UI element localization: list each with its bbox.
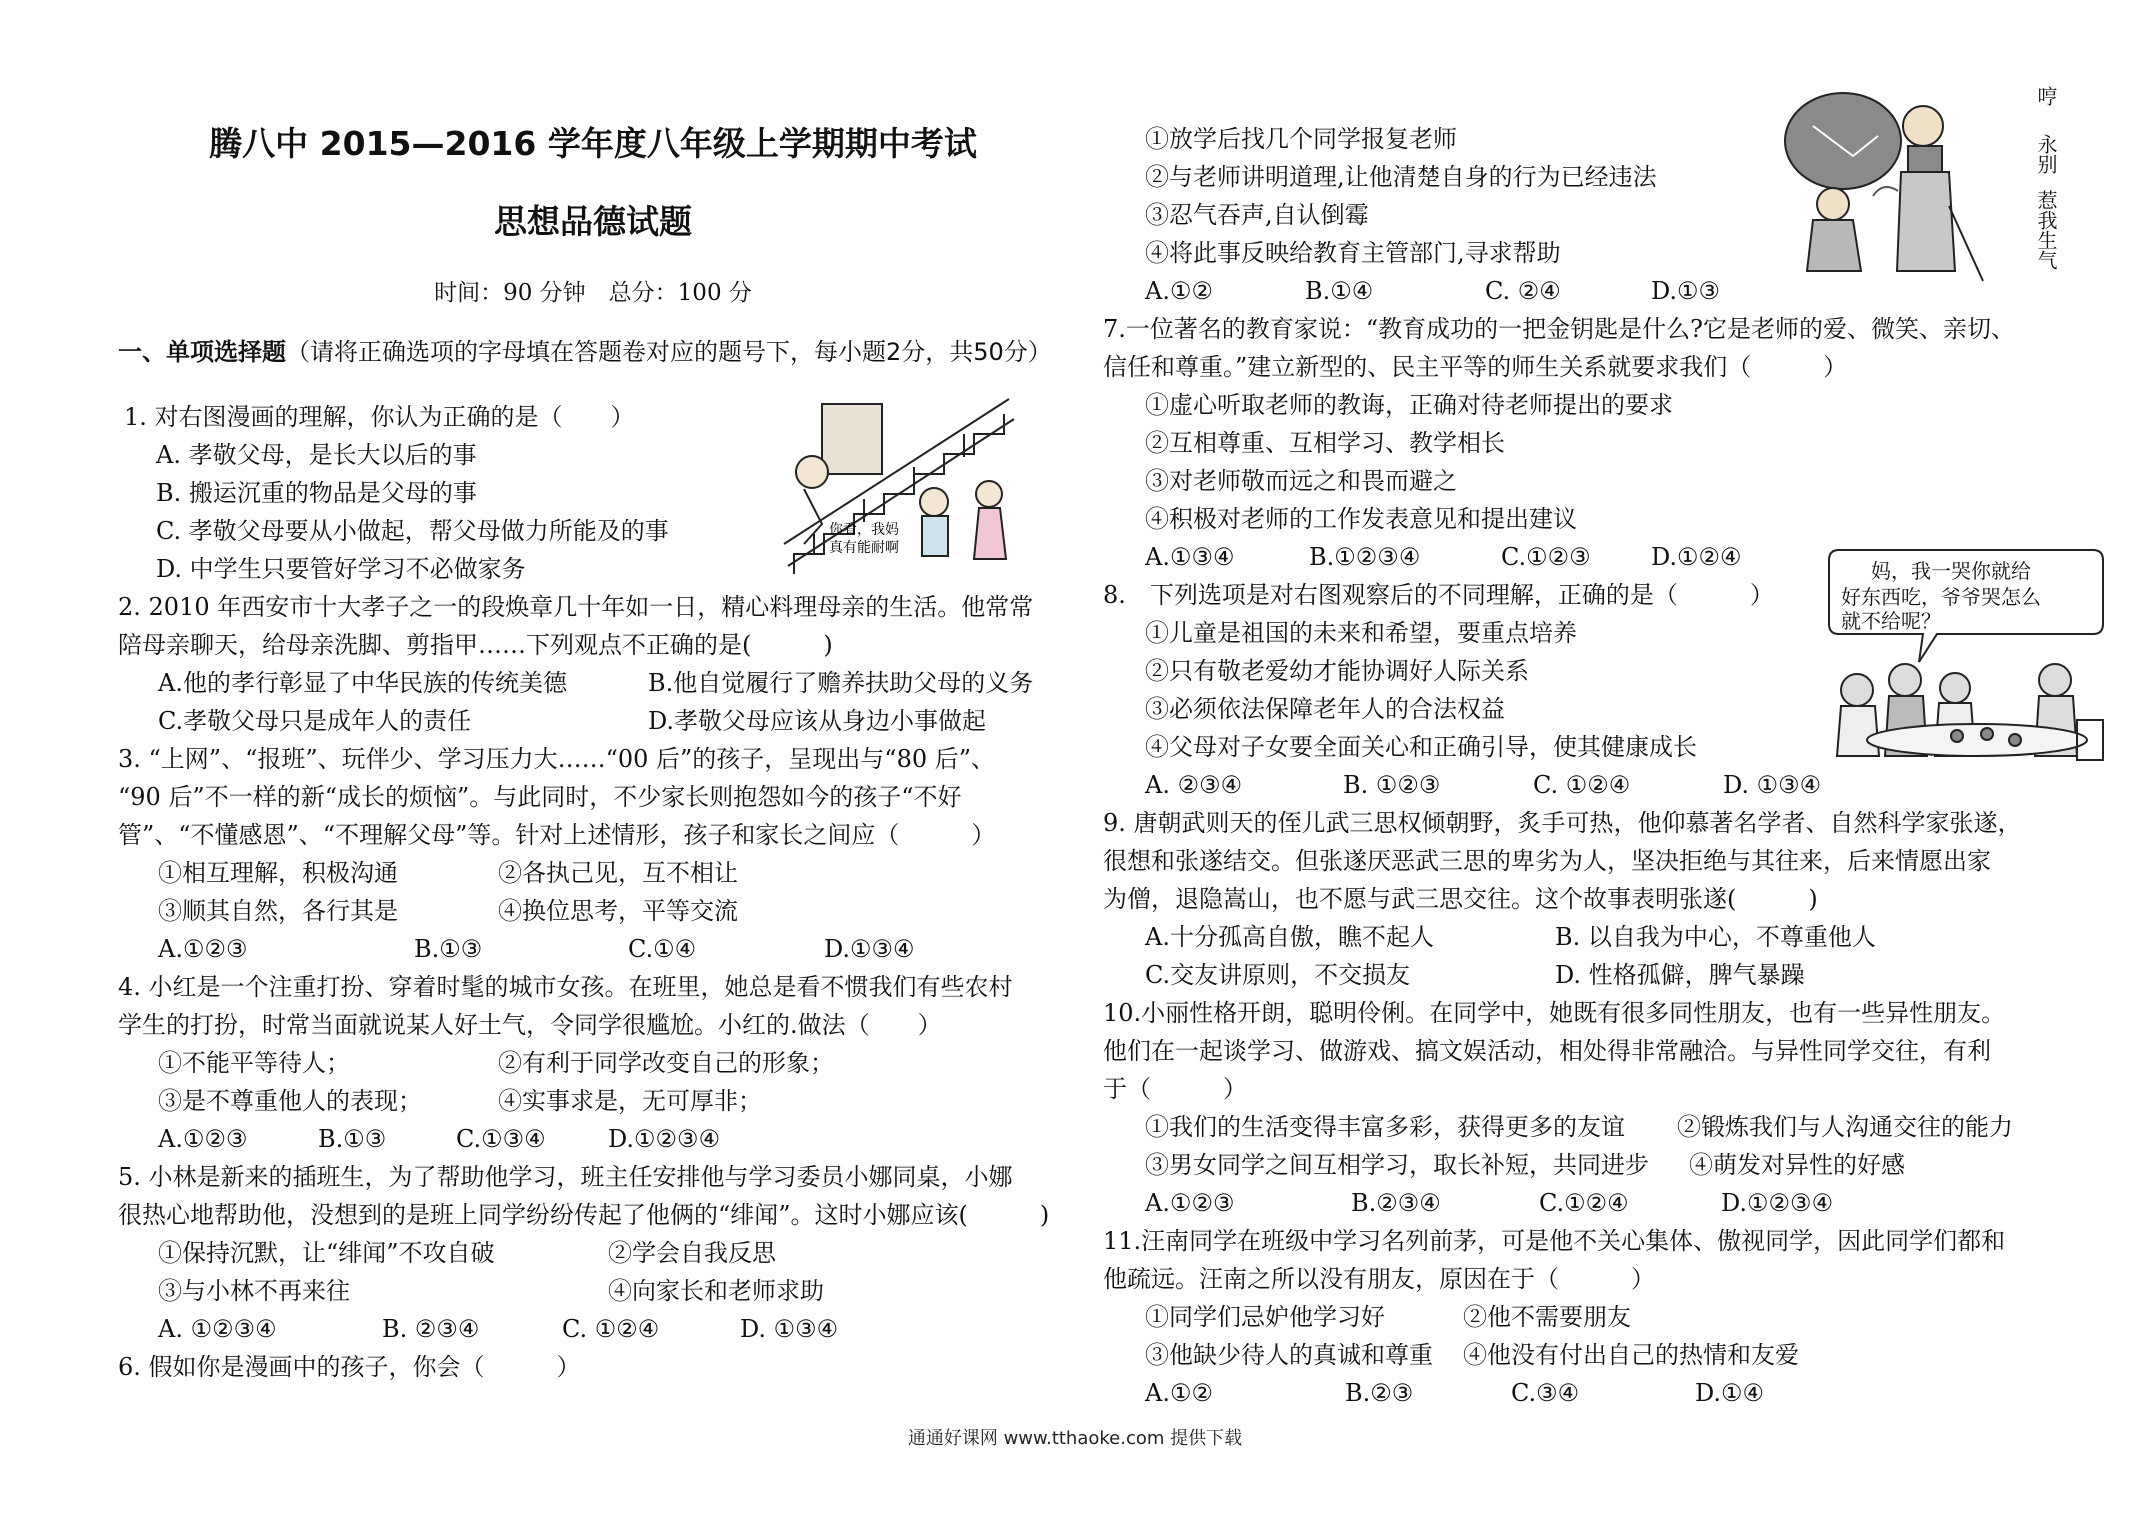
q7-statement-4: ④积极对老师的工作发表意见和提出建议 — [1145, 505, 1577, 533]
q10-statement-3: ③男女同学之间互相学习，取长补短，共同进步 — [1145, 1151, 1649, 1179]
q5-option-c: C. ①②④ — [562, 1315, 660, 1343]
q6-cartoon-text-3: 惹我生气 — [2034, 190, 2058, 270]
q5-stem-1: 5. 小林是新来的插班生，为了帮助他学习，班主任安排他与学习委员小娜同桌，小娜 — [118, 1163, 1013, 1191]
q6-option-d: D.①③ — [1651, 277, 1721, 305]
exam-subtitle: 思想品德试题 — [494, 202, 692, 241]
q8-bubble-line-3: 就不给呢？ — [1841, 609, 1941, 633]
q3-statement-3: ③顺其自然，各行其是 — [158, 897, 398, 925]
q8-option-c: C. ①②④ — [1533, 771, 1631, 799]
q11-option-a: A.①② — [1145, 1379, 1213, 1407]
q2-stem-1: 2. 2010 年西安市十大孝子之一的段焕章几十年如一日，精心料理母亲的生活。他常常 — [118, 593, 1034, 621]
time-info: 时间：90 分钟 总分：100 分 — [434, 280, 752, 306]
q10-option-a: A.①②③ — [1145, 1189, 1235, 1217]
q11-statement-4: ④他没有付出自己的热情和友爱 — [1463, 1341, 1799, 1369]
q4-option-a: A.①②③ — [158, 1125, 248, 1153]
q8-bubble-line-2: 好东西吃，爷爷哭怎么 — [1841, 585, 2041, 609]
q6-statement-1: ①放学后找几个同学报复老师 — [1145, 125, 1457, 153]
q5-stem-2: 很热心地帮助他，没想到的是班上同学纷纷传起了他俩的“绯闻”。这时小娜应该( ) — [118, 1201, 1050, 1229]
exam-title: 腾八中 2015—2016 学年度八年级上学期期中考试 — [209, 124, 977, 163]
q3-statement-1: ①相互理解，积极沟通 — [158, 859, 398, 887]
q11-option-d: D.①④ — [1695, 1379, 1765, 1407]
q4-statement-3: ③是不尊重他人的表现； — [158, 1087, 422, 1115]
q5-statement-1: ①保持沉默，让“绯闻”不攻自破 — [158, 1239, 495, 1267]
q7-statement-3: ③对老师敬而远之和畏而避之 — [1145, 467, 1457, 495]
q3-statement-2: ②各执己见，互不相让 — [498, 859, 738, 887]
q10-option-c: C.①②④ — [1539, 1189, 1629, 1217]
q11-statement-1: ①同学们忌妒他学习好 — [1145, 1303, 1385, 1331]
q10-stem-2: 他们在一起谈学习、做游戏、搞文娱活动，相处得非常融洽。与异性同学交往，有利 — [1103, 1037, 1991, 1065]
q5-option-d: D. ①③④ — [740, 1315, 839, 1343]
q4-statement-4: ④实事求是，无可厚非； — [498, 1087, 762, 1115]
q5-statement-2: ②学会自我反思 — [608, 1239, 776, 1267]
q8-statement-3: ③必须依法保障老年人的合法权益 — [1145, 695, 1505, 723]
q3-stem-3: 管”、“不懂感恩”、“不理解父母”等。针对上述情形，孩子和家长之间应（ ） — [118, 821, 996, 849]
q4-stem-2: 学生的打扮，时常当面就说某人好土气，令同学很尴尬。小红的.做法（ ） — [118, 1011, 942, 1039]
q6-statement-3: ③忍气吞声,自认倒霉 — [1145, 201, 1369, 229]
q1-option-c: C. 孝敬父母要从小做起，帮父母做力所能及的事 — [156, 517, 669, 545]
q7-option-b: B.①②③④ — [1309, 543, 1421, 571]
q2-option-d: D.孝敬父母应该从身边小事做起 — [648, 707, 987, 735]
section-instruction: （请将正确选项的字母填在答题卷对应的题号下，每小题2分，共50分） — [286, 338, 1052, 366]
q10-statement-1: ①我们的生活变得丰富多彩，获得更多的友谊 — [1145, 1113, 1625, 1141]
q8-statement-1: ①儿童是祖国的未来和希望，要重点培养 — [1145, 619, 1577, 647]
q8-statement-4: ④父母对子女要全面关心和正确引导，使其健康成长 — [1145, 733, 1697, 761]
q6-statement-4: ④将此事反映给教育主管部门,寻求帮助 — [1145, 239, 1561, 267]
q3-option-a: A.①②③ — [158, 935, 248, 963]
q2-option-a: A.他的孝行彰显了中华民族的传统美德 — [158, 669, 567, 697]
q3-stem-1: 3. “上网”、“报班”、玩伴少、学习压力大……“00 后”的孩子，呈现出与“80 后”、 — [118, 745, 996, 773]
q8-stem: 8. 下列选项是对右图观察后的不同理解，正确的是（ ） — [1103, 581, 1774, 609]
q8-cartoon — [1827, 540, 2107, 776]
q6-option-b: B.①④ — [1305, 277, 1374, 305]
q8-statement-2: ②只有敬老爱幼才能协调好人际关系 — [1145, 657, 1529, 685]
q1-cartoon-caption-1: 你看，我妈 — [829, 522, 899, 538]
q1-cartoon — [774, 394, 1034, 580]
q4-stem-1: 4. 小红是一个注重打扮、穿着时髦的城市女孩。在班里，她总是看不惯我们有些农村 — [118, 973, 1013, 1001]
q10-option-b: B.②③④ — [1351, 1189, 1441, 1217]
q10-stem-1: 10.小丽性格开朗，聪明伶俐。在同学中，她既有很多同性朋友，也有一些异性朋友。 — [1103, 999, 2006, 1027]
q1-stem: 1. 对右图漫画的理解，你认为正确的是（ ） — [124, 403, 635, 431]
section-title: 一、单项选择题 — [118, 338, 286, 366]
q5-option-b: B. ②③④ — [382, 1315, 480, 1343]
q8-option-b: B. ①②③ — [1343, 771, 1441, 799]
q8-option-a: A. ②③④ — [1145, 771, 1243, 799]
q8-bubble-line-1: 妈，我一哭你就给 — [1871, 559, 2031, 583]
q2-option-b: B.他自觉履行了赡养扶助父母的义务 — [648, 669, 1034, 697]
q7-option-a: A.①③④ — [1145, 543, 1235, 571]
q11-statement-3: ③他缺少待人的真诚和尊重 — [1145, 1341, 1433, 1369]
q6-cartoon-text-2: 永别 — [2034, 134, 2058, 174]
q7-statement-2: ②互相尊重、互相学习、教学相长 — [1145, 429, 1505, 457]
q4-option-b: B.①③ — [318, 1125, 387, 1153]
q7-statement-1: ①虚心听取老师的教诲，正确对待老师提出的要求 — [1145, 391, 1673, 419]
q7-stem-2: 信任和尊重。”建立新型的、民主平等的师生关系就要求我们（ ） — [1103, 353, 1848, 381]
q11-option-c: C.③④ — [1511, 1379, 1580, 1407]
q7-option-c: C.①②③ — [1501, 543, 1591, 571]
q9-option-d: D. 性格孤僻，脾气暴躁 — [1555, 961, 1805, 989]
q6-stem: 6. 假如你是漫画中的孩子，你会（ ） — [118, 1353, 581, 1381]
q10-statement-2: ②锻炼我们与人沟通交往的能力 — [1677, 1113, 2013, 1141]
q5-statement-3: ③与小林不再来往 — [158, 1277, 350, 1305]
q10-statement-4: ④萌发对异性的好感 — [1689, 1151, 1905, 1179]
q11-statement-2: ②他不需要朋友 — [1463, 1303, 1631, 1331]
section-heading — [118, 337, 1052, 367]
q6-statement-2: ②与老师讲明道理,让他清楚自身的行为已经违法 — [1145, 163, 1657, 191]
q3-statement-4: ④换位思考，平等交流 — [498, 897, 738, 925]
teacher-cartoon-image — [1773, 86, 1998, 286]
q1-option-a: A. 孝敬父母，是长大以后的事 — [156, 441, 477, 469]
q9-option-b: B. 以自我为中心，不尊重他人 — [1555, 923, 1876, 951]
q11-stem-2: 他疏远。汪南之所以没有朋友，原因在于（ ） — [1103, 1265, 1655, 1293]
q6-cartoon-text-1: 哼 — [2034, 86, 2058, 106]
q4-statement-1: ①不能平等待人； — [158, 1049, 350, 1077]
q6-cartoon — [1773, 86, 2073, 286]
q9-stem-2: 很想和张遂结交。但张遂厌恶武三思的卑劣为人，坚决拒绝与其往来，后来情愿出家 — [1103, 847, 1991, 875]
q6-option-a: A.①② — [1145, 277, 1213, 305]
q9-option-a: A.十分孤高自傲，瞧不起人 — [1145, 923, 1434, 951]
q1-option-b: B. 搬运沉重的物品是父母的事 — [156, 479, 477, 507]
q2-option-c: C.孝敬父母只是成年人的责任 — [158, 707, 472, 735]
q1-option-d: D. 中学生只要管好学习不必做家务 — [156, 555, 526, 583]
q7-stem-1: 7.一位著名的教育家说：“教育成功的一把金钥匙是什么?它是老师的爱、微笑、亲切、 — [1103, 315, 2016, 343]
family-dinner-cartoon-image — [1827, 540, 2107, 776]
q10-stem-3: 于（ ） — [1103, 1075, 1247, 1103]
stairs-cartoon-image — [774, 394, 1034, 580]
page-footer: 通通好课网 www.tthaoke.com 提供下载 — [907, 1428, 1243, 1449]
q9-option-c: C.交友讲原则，不交损友 — [1145, 961, 1411, 989]
q9-stem-1: 9. 唐朝武则天的侄儿武三思权倾朝野，炙手可热，他仰慕著名学者、自然科学家张遂， — [1103, 809, 2022, 837]
q2-stem-2: 陪母亲聊天，给母亲洗脚、剪指甲……下列观点不正确的是( ) — [118, 631, 833, 659]
q3-stem-2: “90 后”不一样的新“成长的烦恼”。与此同时，不少家长则抱怨如今的孩子“不好 — [118, 783, 962, 811]
q5-option-a: A. ①②③④ — [158, 1315, 277, 1343]
q3-option-d: D.①③④ — [824, 935, 915, 963]
q8-option-d: D. ①③④ — [1723, 771, 1822, 799]
q10-option-d: D.①②③④ — [1721, 1189, 1834, 1217]
q4-option-d: D.①②③④ — [608, 1125, 721, 1153]
q11-stem-1: 11.汪南同学在班级中学习名列前茅，可是他不关心集体、傲视同学，因此同学们都和 — [1103, 1227, 2006, 1255]
q4-statement-2: ②有利于同学改变自己的形象； — [498, 1049, 834, 1077]
q1-cartoon-caption-2: 真有能耐啊 — [829, 540, 899, 556]
q9-stem-3: 为僧，退隐嵩山，也不愿与武三思交往。这个故事表明张遂( ) — [1103, 885, 1818, 913]
q5-statement-4: ④向家长和老师求助 — [608, 1277, 824, 1305]
q6-option-c: C. ②④ — [1485, 277, 1561, 305]
q7-option-d: D.①②④ — [1651, 543, 1742, 571]
q4-option-c: C.①③④ — [456, 1125, 546, 1153]
q3-option-b: B.①③ — [414, 935, 483, 963]
q3-option-c: C.①④ — [628, 935, 697, 963]
q11-option-b: B.②③ — [1345, 1379, 1414, 1407]
